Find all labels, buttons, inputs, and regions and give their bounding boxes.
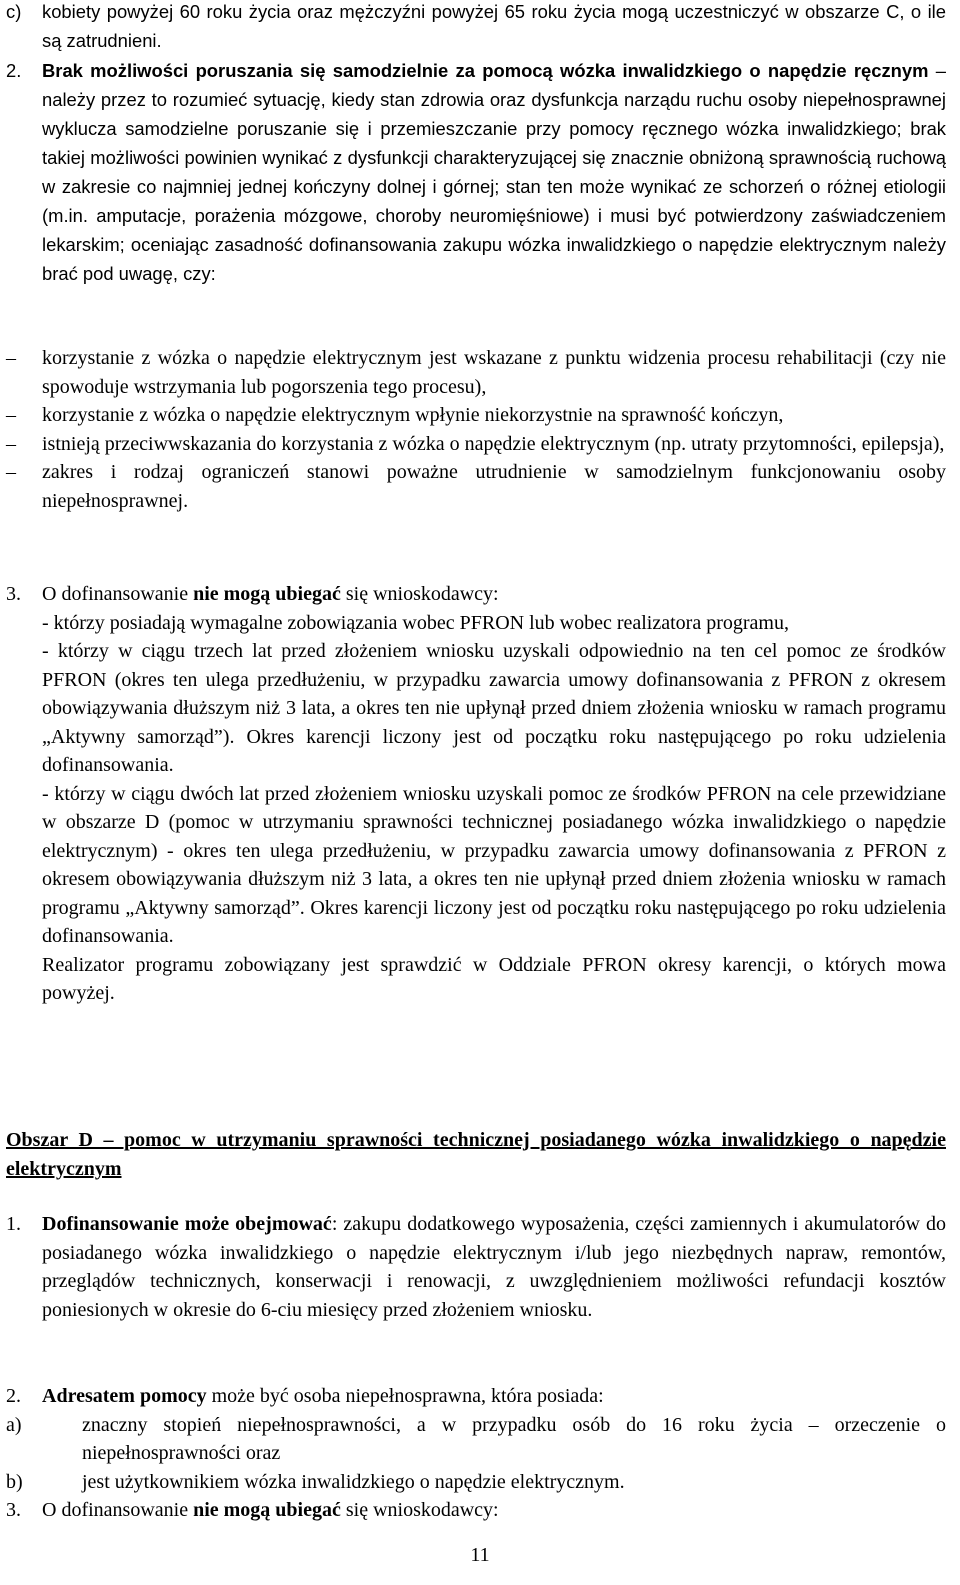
item-label: c): [6, 1, 22, 22]
list-item-c: [6, 0, 946, 55]
dash-item: – korzystanie z wózka o napędzie elektrycznym wpłynie niekorzystnie na sprawność kończyn,: [6, 404, 784, 426]
item-2-bold: Brak możliwości poruszania się samodzielnie za pomocą wózka inwalidzkiego o napędzie ręcznym: [42, 60, 929, 81]
numbered-item-3: [6, 580, 946, 1008]
numbered-item-2: [6, 56, 946, 288]
item-3-point: - którzy w ciągu trzech lat przed złożeniem wniosku uzyskali odpowiednio na ten cel pomoc ze środków PFRON (okres ten ulega przedłużeniu, w przypadku zawarcia umowy dofinansowania z PFRON z okresem obowiązywania dłuższym niż 3 lata, a okres ten nie upłynął przed dniem złożenia wniosku w ramach programu „Aktywny samorząd”). Okres karencji liczony jest od początku roku następującego po roku udzielenia dofinansowania.: [42, 640, 946, 776]
item-3-point: Realizator programu zobowiązany jest sprawdzić w Oddziale PFRON okresy karencji, o których mowa powyżej.: [42, 953, 946, 1004]
page-number: 11: [470, 1544, 490, 1566]
item-c-text: kobiety powyżej 60 roku życia oraz mężczyźni powyżej 65 roku życia mogą uczestniczyć w obszarze C, o ile są zatrudnieni.: [42, 1, 946, 51]
dash-item: – korzystanie z wózka o napędzie elektrycznym jest wskazane z punktu widzenia procesu rehabilitacji (czy nie spowoduje wstrzymania lub pogorszenia tego procesu),: [6, 347, 946, 398]
item-3-intro: O dofinansowanie nie mogą ubiegać się wnioskodawcy:: [42, 583, 499, 605]
dash-list: [6, 344, 946, 515]
item-3-point: - którzy w ciągu dwóch lat przed złożeniem wniosku uzyskali pomoc ze środków PFRON na cele przewidziane w obszarze D (pomoc w utrzymaniu sprawności technicznej posiadanego wózka inwalidzkiego o napędzie elektrycznym) - okres ten ulega przedłużeniu, w przypadku zawarcia umowy dofinansowania z PFRON z okresem obowiązywania dłuższym niż 3 lata, a okres ten nie upłynął przed dniem złożenia wniosku w ramach programu „Aktywny samorząd”. Okres karencji liczony jest od początku roku następującego po roku udzielenia dofinansowania.: [42, 782, 946, 947]
item-2-paragraph: [42, 56, 946, 288]
section-heading-area-d: Obszar D – pomoc w utrzymaniu sprawności technicznej posiadanego wózka inwalidzkiego o napędzie elektrycznym: [6, 1129, 946, 1180]
item-number: 1.: [6, 1213, 21, 1235]
item-number: 3.: [6, 1499, 21, 1521]
item-number: 3.: [6, 583, 21, 605]
dash-item: – istnieją przeciwwskazania do korzystania z wózka o napędzie elektrycznym (np. utraty przytomności, epilepsja),: [6, 432, 945, 455]
area-d-item-2a: a) znaczny stopień niepełnosprawności, a w przypadku osób do 16 roku życia – orzeczenie o niepełnosprawności oraz: [6, 1413, 946, 1464]
dash-item: – zakres i rodzaj ograniczeń stanowi poważne utrudnienie w samodzielnym funkcjonowaniu osoby niepełnosprawnej.: [6, 461, 946, 512]
item-number: 2.: [6, 60, 22, 81]
item-number: 2.: [6, 1385, 21, 1407]
area-d-item-3: 3. O dofinansowanie nie mogą ubiegać się wnioskodawcy:: [6, 1496, 946, 1525]
area-d-item-1: 1. Dofinansowanie może obejmować: zakupu dodatkowego wyposażenia, części zamiennych i akumulatorów do posiadanego wózka inwalidzkiego o napędzie elektrycznym i/lub jego niezbędnych napraw, remontów, przeglądów technicznych, konserwacji i renowacji, z uwzględnieniem możliwości refundacji kosztów poniesionych w okresie do 6-ciu miesięcy przed złożeniem wniosku.: [6, 1210, 946, 1324]
area-d-item-2: 2. Adresatem pomocy może być osoba niepełnosprawna, która posiada: a) znaczny stopień niepełnosprawności, a w przypadku osób do 16 roku życia – orzeczenie o niepełnosprawności oraz b) jest użytkownikiem wózka inwalidzkiego o napędzie elektrycznym.: [6, 1382, 946, 1496]
item-3-point: - którzy posiadają wymagalne zobowiązania wobec PFRON lub wobec realizatora programu,: [42, 611, 789, 634]
area-d-item-2b: b) jest użytkownikiem wózka inwalidzkiego o napędzie elektrycznym.: [6, 1470, 625, 1493]
item-2-text: – należy przez to rozumieć sytuację, kiedy stan zdrowia oraz dysfunkcja narządu ruchu osoby niepełnosprawnej wyklucza samodzielne poruszanie się i przemieszczanie przy pomocy ręcznego wózka inwalidzkiego; brak takiej możliwości powinien wynikać z dysfunkcji charakteryzującej się znacznie obniżoną sprawnością ruchową w zakresie co najmniej jednej kończyny dolnej i górnej; stan ten może wynikać ze schorzeń o różnej etiologii (m.in. amputacje, porażenia mózgowe, choroby neuromięśniowe) i musi być potwierdzony zaświadczeniem lekarskim; oceniając zasadność dofinansowania zakupu wózka inwalidzkiego o napędzie elektrycznym należy brać pod uwagę, czy:: [42, 60, 946, 284]
